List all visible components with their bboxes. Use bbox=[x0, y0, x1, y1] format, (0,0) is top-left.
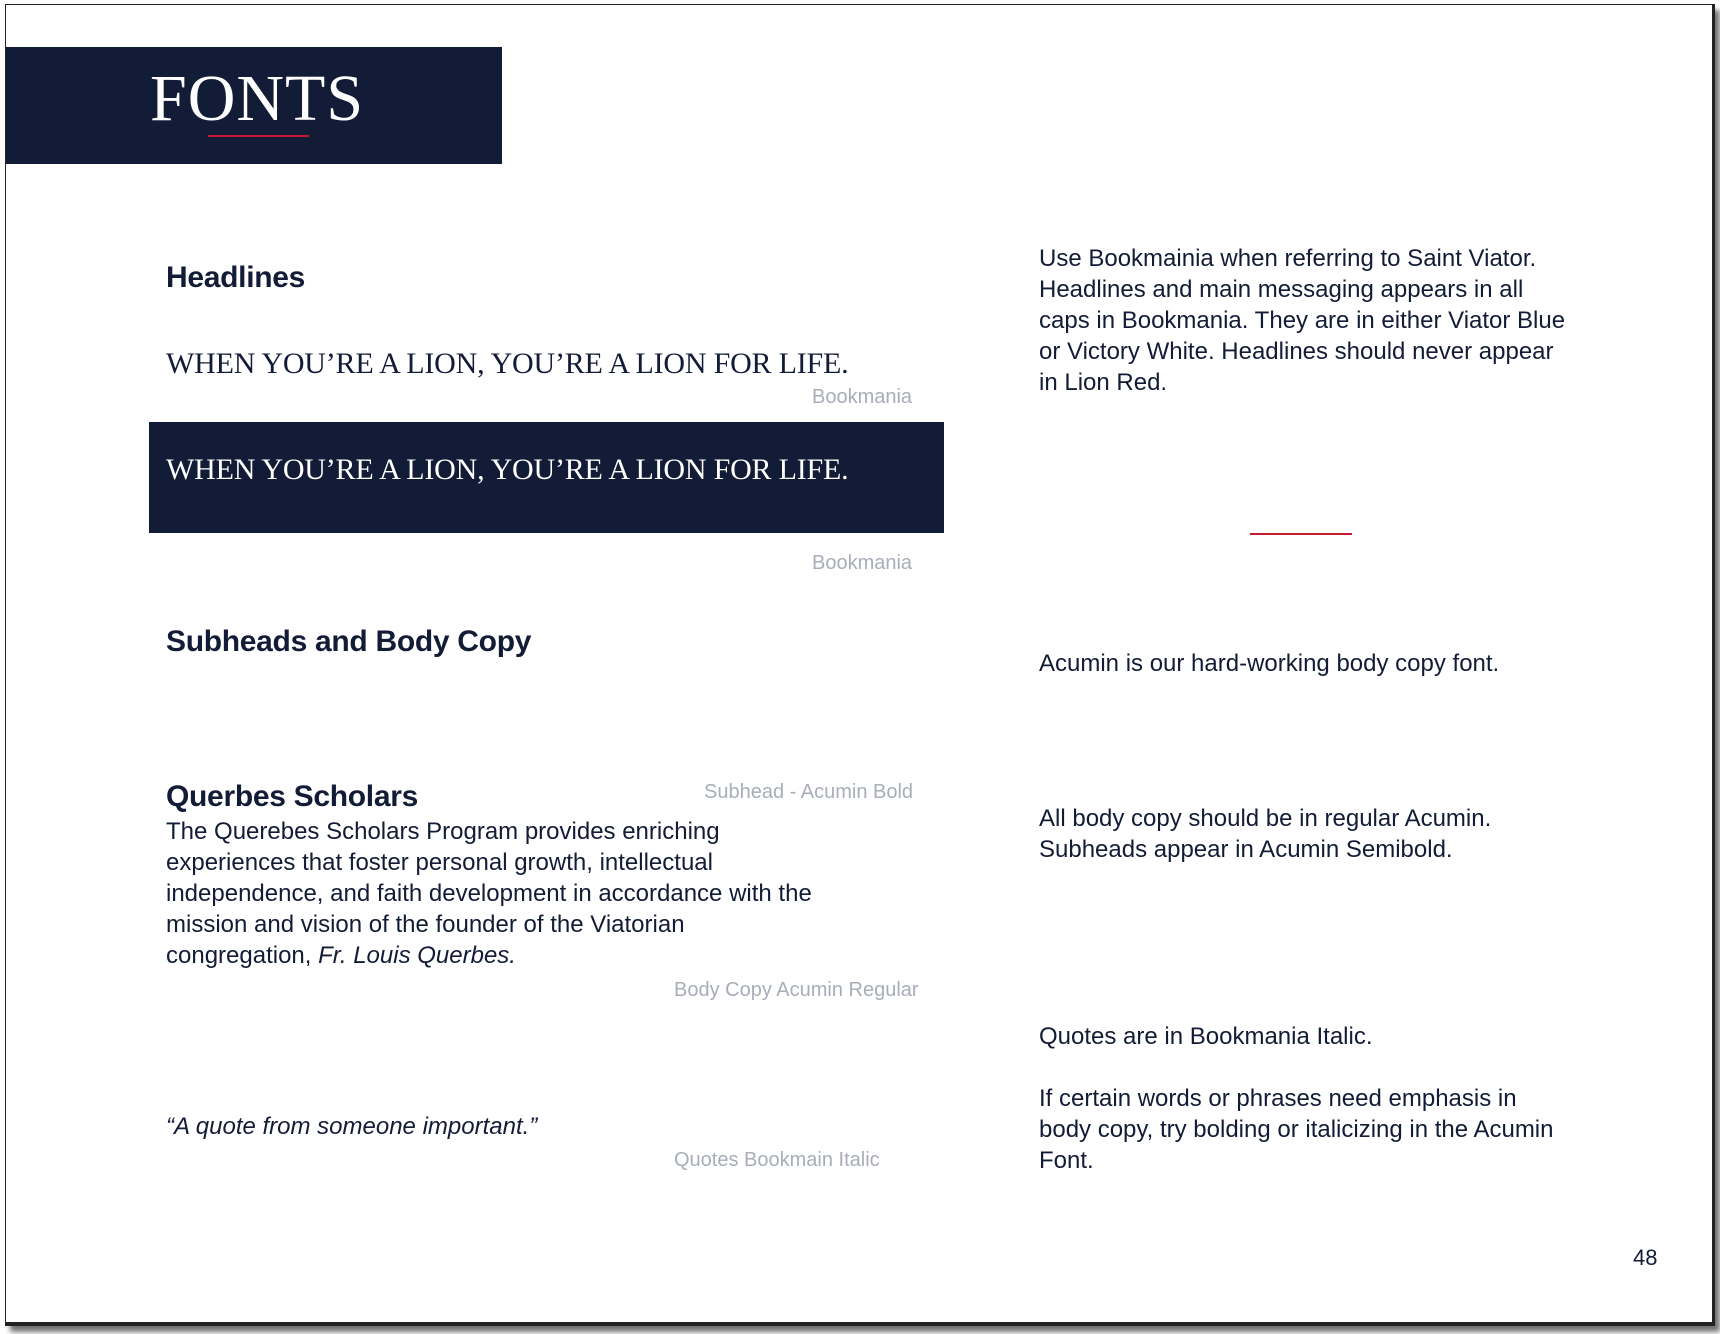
sample-subhead: Querbes Scholars bbox=[166, 780, 418, 813]
headline-sample-light: WHEN YOU’RE A LION, YOU’RE A LION FOR LIFE. bbox=[166, 347, 849, 380]
brand-guide-page bbox=[5, 4, 1715, 1326]
quote-sample: “A quote from someone important.” bbox=[166, 1113, 538, 1140]
body-copy-italic: Fr. Louis Querbes. bbox=[318, 942, 516, 969]
headline-dark-band bbox=[149, 422, 944, 533]
section-accent-rule bbox=[1250, 533, 1352, 535]
quotes-description: Quotes are in Bookmania Italic. bbox=[1039, 1023, 1373, 1050]
emphasis-description: If certain words or phrases need emphasis in body copy, try bolding or italicizing in the Acumin Font. bbox=[1039, 1085, 1554, 1174]
subhead-caption: Subhead - Acumin Bold bbox=[704, 781, 914, 803]
body-copy-main: The Querebes Scholars Program provides enriching experiences that foster personal growth, intellectual independence, and faith development in accordance with the mission and vision of the founder of the Viatorian congregation, bbox=[166, 818, 812, 969]
headlines-description: Use Bookmainia when referring to Saint Viator. Headlines and main messaging appears in all caps in Bookmania. They are in either Viator Blue or Victory White. Headlines should never appear in Lion Red. bbox=[1039, 245, 1566, 396]
headline-sample-dark: WHEN YOU’RE A LION, YOU’RE A LION FOR LIFE. bbox=[166, 453, 849, 486]
sample-body-copy bbox=[166, 816, 836, 971]
headline-caption-dark: Bookmania bbox=[812, 552, 913, 574]
body-copy-caption: Body Copy Acumin Regular bbox=[674, 979, 919, 1001]
headlines-label: Headlines bbox=[166, 261, 306, 294]
page-title: FONTS bbox=[150, 62, 365, 135]
title-banner bbox=[6, 47, 502, 164]
subheads-description: Acumin is our hard-working body copy font. bbox=[1039, 650, 1500, 677]
body-copy-description: All body copy should be in regular Acumin. Subheads appear in Acumin Semibold. bbox=[1039, 805, 1492, 863]
subheads-label: Subheads and Body Copy bbox=[166, 625, 532, 658]
page-number: 48 bbox=[1633, 1245, 1658, 1270]
title-accent-rule bbox=[208, 135, 309, 137]
quote-caption: Quotes Bookmain Italic bbox=[674, 1149, 880, 1171]
headline-caption-light: Bookmania bbox=[812, 386, 913, 408]
